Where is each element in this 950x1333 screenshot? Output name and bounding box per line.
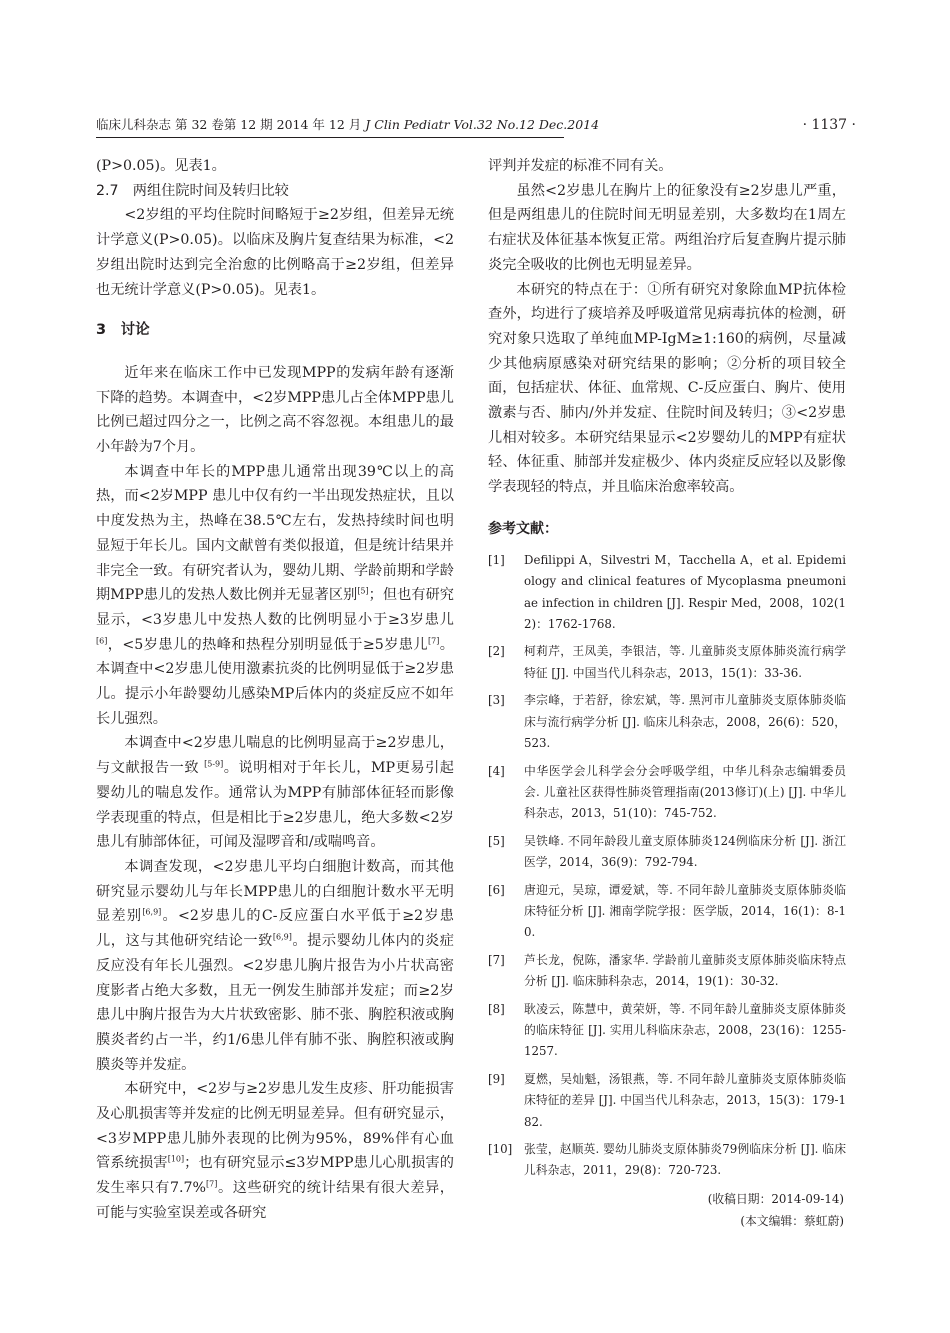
- discussion-paragraph-7: 本研究的特点在于：①所有研究对象除血MP抗体检查外，均进行了痰培养及呼吸道常见病毒抗体的检测，研究对象只选取了单纯血MP-IgM≥1:160的病例，尽量减少其他病原感染对研究结果的影响；②分析的项目较全面，包括症状、体征、血常规、C-反应蛋白、胸片、使用激素与否、肺内/外并发症、住院时间及转归；③<2岁患儿相对较多。本研究结果显示<2岁婴幼儿的MPP有症状轻、体征重、肺部并发症极少、体内炎症反应轻以及影像学表现轻的特点，并且临床治愈率较高。: [488, 281, 846, 496]
- header-divider: [96, 137, 564, 138]
- discussion-paragraph-3: 本调查中<2岁患儿喘息的比例明显高于≥2岁患儿，与文献报告一致 [5-9]。说明相对于年长儿，MP更易引起婴幼儿的喘息发作。通常认为MPP有肺部体征轻而影像学表现重的特点，但是相比于≥2岁患儿，绝大多数<2岁患儿有肺部体征，可闻及湿啰音和/或喘鸣音。: [96, 735, 454, 851]
- editor-note: (本文编辑：蔡虹蔚): [740, 1213, 844, 1228]
- discussion-paragraph-5: 本研究中，<2岁与≥2岁患儿发生皮疹、肝功能损害及心肌损害等并发症的比例无明显差异。但有研究显示，<3岁MPP患儿肺外表现的比例为95%，89%伴有心血管系统损害[10]；也有研究显示≤3岁MPP患儿心肌损害的发生率只有7.7%[7]。这些研究的统计结果有很大差异，可能与实验室误差或各研究: [96, 1081, 454, 1221]
- discussion-paragraph-1: 近年来在临床工作中已发现MPP的发病年龄有逐渐下降的趋势。本调查中，<2岁MPP患儿占全体MPP患儿比例已超过四分之一，比例之高不容忽视。本组患儿的最小年龄为7个月。: [96, 364, 454, 456]
- journal-en: J Clin Pediatr Vol.32 No.12 Dec.2014: [365, 117, 600, 132]
- citation: [5]: [357, 586, 369, 596]
- left-column: [96, 154, 454, 1226]
- citation: [6,9]: [272, 932, 292, 942]
- citation: [10]: [167, 1154, 185, 1164]
- continued-paragraph: (P>0.05)。见表1。: [96, 158, 226, 174]
- paragraph-2-7: <2岁组的平均住院时间略短于≥2岁组，但差异无统计学意义(P>0.05)。以临床及胸片复查结果为标准，<2岁组出院时达到完全治愈的比例略高于≥2岁组，但差异也无统计学意义(P>0.05)。见表1。: [96, 207, 454, 298]
- citation: [7]: [206, 1179, 218, 1189]
- citation: [5-9]: [204, 759, 224, 769]
- references-heading: 参考文献：: [488, 520, 558, 537]
- reference-item: [1] Defilippi A，Silvestri M，Tacchella A，et al. Epidemiology and clinical features of Mycoplasma pneumoniae infection in children [J]. Respir Med，2008，102(12)：1762-1768.: [488, 552, 846, 632]
- page-number: · 1137 ·: [802, 117, 856, 133]
- continued-paragraph: 评判并发症的标准不同有关。: [488, 158, 673, 174]
- reference-item: [9] 夏燃，吴灿魁，汤银燕，等. 不同年龄儿童肺炎支原体肺炎临床特征的差异 [J]. 中国当代儿科杂志，2013，15(3)：179-182.: [488, 1071, 846, 1129]
- discussion-paragraph-2: 本调查中年长的MPP患儿通常出现39℃以上的高热，而<2岁MPP 患儿中仅有约一半出现发热症状，且以中度发热为主，热峰在38.5℃左右，发热持续时间也明显短于年长儿。国内文献曾有类似报道，但是统计结果并非完全一致。有研究者认为，婴幼儿期、学龄前期和学龄期MPP患儿的发热人数比例并无显著区别[5]；但也有研究显示，<3岁患儿中发热人数的比例明显小于≥3岁患儿[6]，<5岁患儿的热峰和热程分别明显低于≥5岁患儿[7]。本调查中<2岁患儿使用激素抗炎的比例明显低于≥2岁患儿。提示小年龄婴幼儿感染MP后体内的炎症反应不如年长儿强烈。: [96, 463, 454, 727]
- citation: [6]: [96, 635, 108, 645]
- reference-item: [7] 芦长龙，倪陈，潘家华. 学龄前儿童肺炎支原体肺炎临床特点分析 [J]. 临床肺科杂志，2014，19(1)：30-32.: [488, 952, 846, 989]
- citation: [7]: [428, 635, 440, 645]
- citation: [6,9]: [142, 907, 162, 917]
- section-heading-2-7: 2.7 两组住院时间及转归比较: [96, 182, 289, 199]
- reference-item: [6] 唐迎元，吴琼，谭爱斌，等. 不同年龄儿童肺炎支原体肺炎临床特征分析 [J]. 湘南学院学报：医学版，2014，16(1)：8-10.: [488, 882, 846, 940]
- reference-item: [10] 张莹，赵顺英. 婴幼儿肺炎支原体肺炎79例临床分析 [J]. 临床儿科杂志，2011，29(8)：720-723.: [488, 1142, 846, 1178]
- received-date: (收稿日期：2014-09-14): [707, 1191, 844, 1206]
- reference-item: [8] 耿凌云，陈慧中，黄荣妍，等. 不同年龄儿童肺炎支原体肺炎的临床特征 [J]. 实用儿科临床杂志，2008，23(16)：1255-1257.: [488, 1001, 846, 1059]
- running-head: [96, 114, 856, 136]
- reference-item: [5] 吴铁峰. 不同年龄段儿童支原体肺炎124例临床分析 [J]. 浙江医学，2014，36(9)：792-794.: [488, 833, 846, 870]
- discussion-paragraph-4: 本调查发现，<2岁患儿平均白细胞计数高，而其他研究显示婴幼儿与年长MPP患儿的白细胞计数水平无明显差别[6,9]。<2岁患儿的C-反应蛋白水平低于≥2岁患儿，这与其他研究结论一致[6,9]。提示婴幼儿体内的炎症反应没有年长儿强烈。<2岁患儿胸片报告为小片状高密度影者占绝大多数，且无一例发生肺部并发症；而≥2岁患儿中胸片报告为大片状致密影、肺不张、胸腔积液或胸膜炎者约占一半，约1/6患儿伴有肺不张、胸腔积液或胸膜炎等并发症。: [96, 858, 454, 1073]
- reference-item: [3] 李宗峰，于若舒，徐宏斌，等. 黑河市儿童肺炎支原体肺炎临床与流行病学分析 [J]. 临床儿科杂志，2008，26(6)：520，523.: [488, 693, 846, 751]
- reference-list: [488, 550, 846, 1182]
- section-heading-discussion: 3 讨论: [96, 322, 150, 339]
- right-column: [488, 154, 846, 1232]
- reference-item: [4] 中华医学会儿科学会分会呼吸学组，中华儿科杂志编辑委员会. 儿童社区获得性肺炎管理指南(2013修订)(上) [J]. 中华儿科杂志，2013，51(10)：745-752.: [488, 763, 846, 821]
- journal-line: [96, 114, 599, 136]
- reference-item: [2] 柯莉芹，王凤美，李银洁，等. 儿童肺炎支原体肺炎流行病学特征 [J]. 中国当代儿科杂志，2013，15(1)：33-36.: [488, 644, 846, 680]
- discussion-paragraph-6: 虽然<2岁患儿在胸片上的征象没有≥2岁患儿严重，但是两组患儿的住院时间无明显差别，大多数均在1周左右症状及体征基本恢复正常。两组治疗后复查胸片提示肺炎完全吸收的比例也无明显差异。: [488, 182, 846, 273]
- journal-cn: 临床儿科杂志 第 32 卷第 12 期 2014 年 12 月: [96, 117, 362, 132]
